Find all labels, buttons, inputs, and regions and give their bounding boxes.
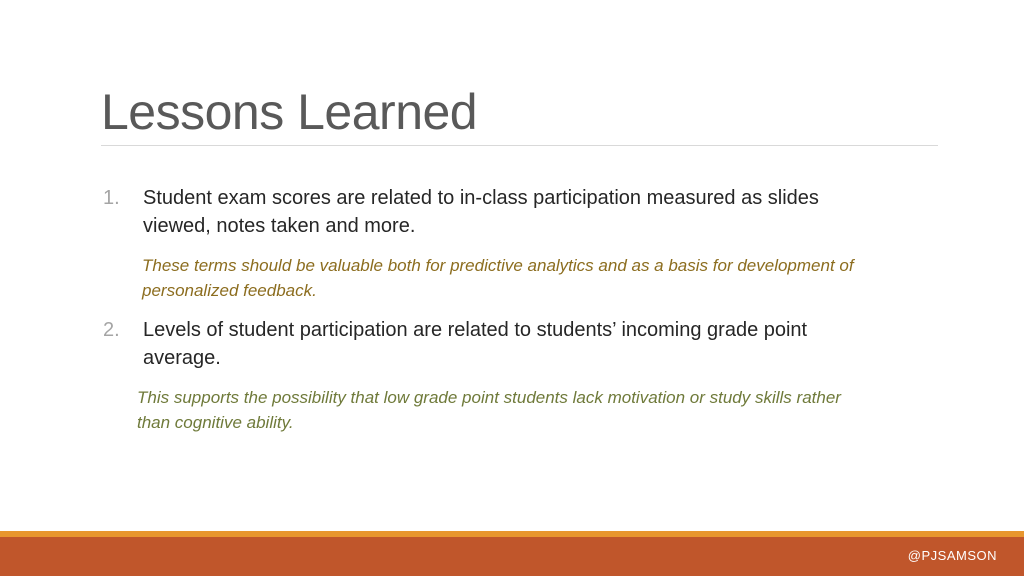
- list-item-note-1: These terms should be valuable both for predictive analytics and as a basis for development of personalized feedback.: [142, 256, 854, 300]
- footer-bar: [0, 537, 1024, 576]
- list-item-note-2: This supports the possibility that low grade point students lack motivation or study skills rather than cognitive ability.: [137, 388, 841, 432]
- slide-title: Lessons Learned: [101, 84, 478, 140]
- title-divider: [101, 145, 938, 146]
- list-item-text: Levels of student participation are related to students’ incoming grade point average.: [143, 319, 808, 369]
- list-item-number: 1.: [103, 187, 120, 209]
- footer-handle: @PJSAMSON: [907, 548, 997, 563]
- list-item-text: Student exam scores are related to in-class participation measured as slides viewed, notes taken and more.: [143, 187, 819, 237]
- list-item-number: 2.: [103, 319, 120, 341]
